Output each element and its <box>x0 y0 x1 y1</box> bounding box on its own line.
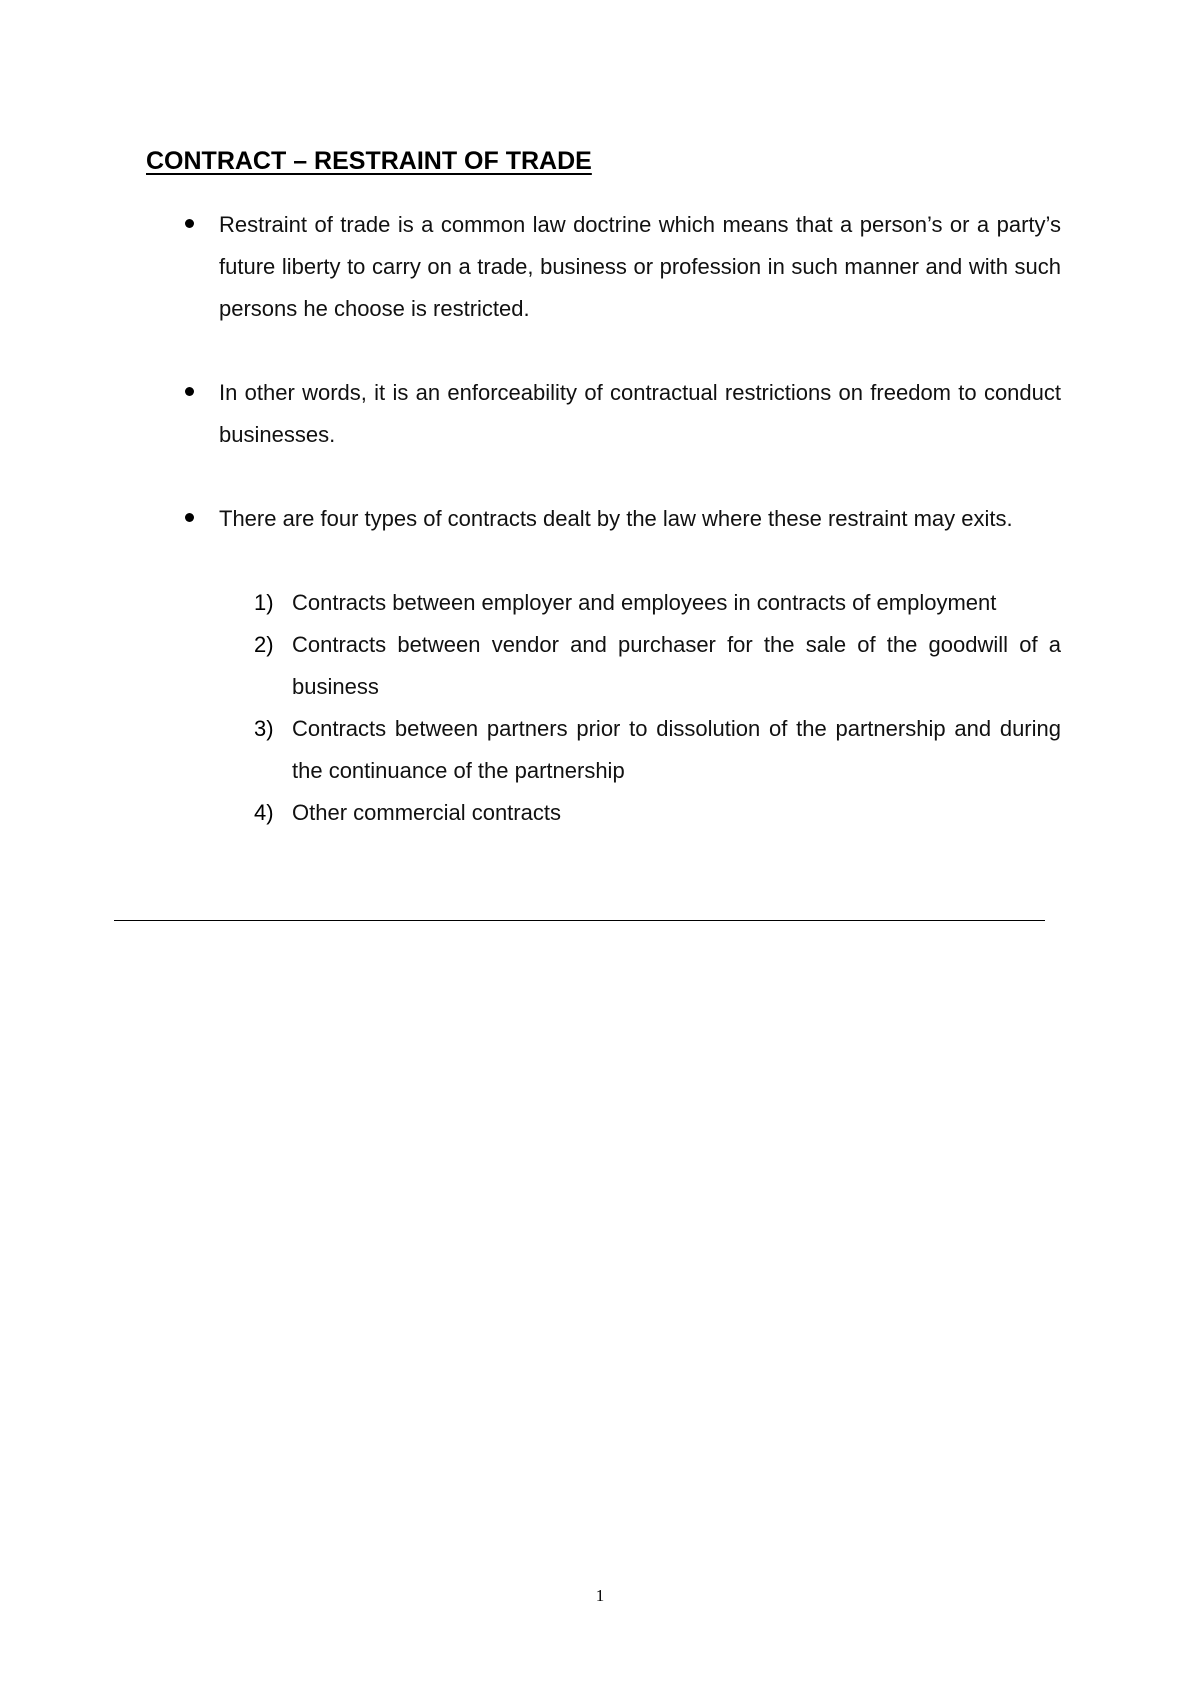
list-item <box>254 582 1061 624</box>
section-divider <box>114 920 1045 921</box>
list-item-text: Contracts between partners prior to dissolution of the partnership and during the continuance of the partnership <box>292 716 1061 783</box>
bullet-dot-icon <box>185 513 194 522</box>
bullet-item <box>219 498 1061 540</box>
bullet-text: Restraint of trade is a common law doctrine which means that a person’s or a party’s future liberty to carry on a trade, business or profession in such manner and with such persons he choose is restricted. <box>219 212 1061 321</box>
page-number: 1 <box>595 1586 605 1605</box>
bullet-dot-icon <box>185 387 194 396</box>
list-item-number: 1) <box>254 590 274 615</box>
list-item-number: 4) <box>254 800 274 825</box>
list-item-text: Other commercial contracts <box>292 800 561 825</box>
list-item-text: Contracts between employer and employees in contracts of employment <box>292 590 997 615</box>
bullet-text: In other words, it is an enforceability of contractual restrictions on freedom to conduct businesses. <box>219 380 1061 447</box>
list-item <box>254 792 1061 834</box>
list-item-number: 2) <box>254 632 274 657</box>
list-item-text: Contracts between vendor and purchaser for the sale of the goodwill of a business <box>292 632 1061 699</box>
document-title: CONTRACT – RESTRAINT OF TRADE <box>146 147 592 175</box>
bullet-item <box>219 204 1061 330</box>
list-item-number: 3) <box>254 716 274 741</box>
bullet-item <box>219 372 1061 456</box>
list-item <box>254 708 1061 792</box>
contract-types-list <box>254 582 1061 834</box>
bullet-text: There are four types of contracts dealt by the law where these restraint may exits. <box>219 506 1013 531</box>
bullet-dot-icon <box>185 219 194 228</box>
list-item <box>254 624 1061 708</box>
